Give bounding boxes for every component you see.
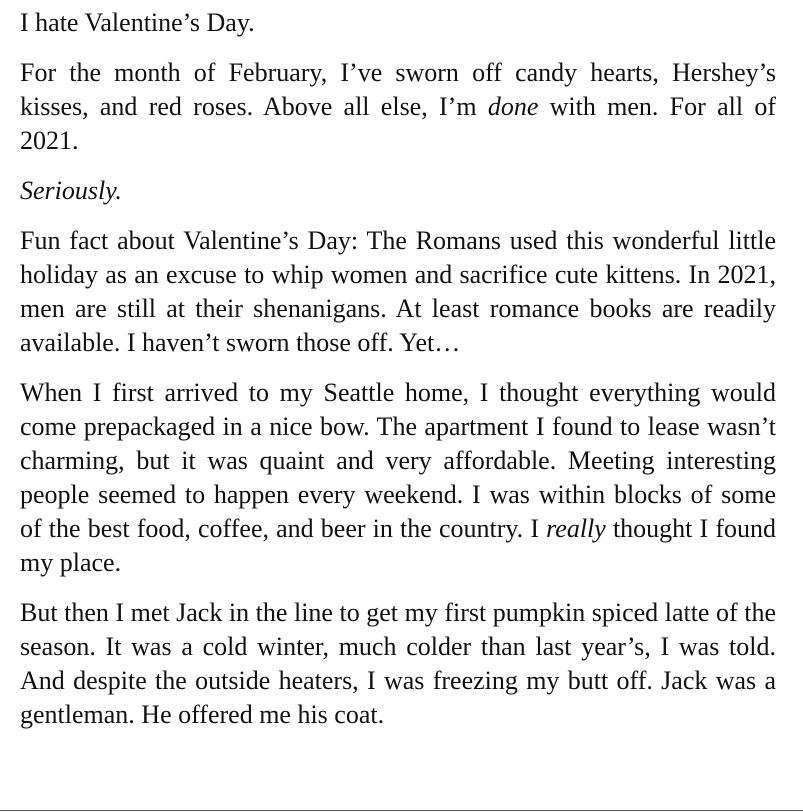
italic-text: Seriously. — [20, 176, 122, 205]
text-segment: When I first arrived to my Seattle home, I thought everything would come prepackaged in a nice bow. The apartment I found to lease wasn’t charming, but it was quaint and very affordable. Meeting interesting people seemed to happen every weekend. I was within blocks of some of the best food, coffee, and beer in the country. I — [20, 378, 776, 543]
paragraph-2 — [20, 56, 776, 158]
text-segment: with men. For all of 2021. — [20, 92, 776, 155]
italic-text: done — [487, 92, 539, 121]
page-bottom-rule — [0, 810, 803, 811]
text-segment: thought I found my place. — [20, 514, 776, 577]
text-segment: For the month of February, I’ve sworn off candy hearts, Hershey’s kisses, and red roses. Above all else, I’m — [20, 58, 776, 121]
document-body — [20, 6, 776, 732]
paragraph-6 — [20, 596, 776, 732]
paragraph-4 — [20, 224, 776, 360]
paragraph-5 — [20, 376, 776, 580]
text-segment: I hate Valentine’s Day. — [20, 8, 255, 37]
paragraph-1 — [20, 6, 776, 40]
paragraph-3 — [20, 174, 776, 208]
text-segment: Fun fact about Valentine’s Day: The Romans used this wonderful little holiday as an excuse to whip women and sacrifice cute kittens. In 2021, men are still at their shenanigans. At least romance books are readily available. I haven’t sworn those off. Yet… — [20, 226, 776, 357]
italic-text: really — [546, 514, 606, 543]
text-segment: But then I met Jack in the line to get my first pumpkin spiced latte of the season. It was a cold winter, much colder than last year’s, I was told. And despite the outside heaters, I was freezing my butt off. Jack was a gentleman. He offered me his coat. — [20, 598, 776, 729]
